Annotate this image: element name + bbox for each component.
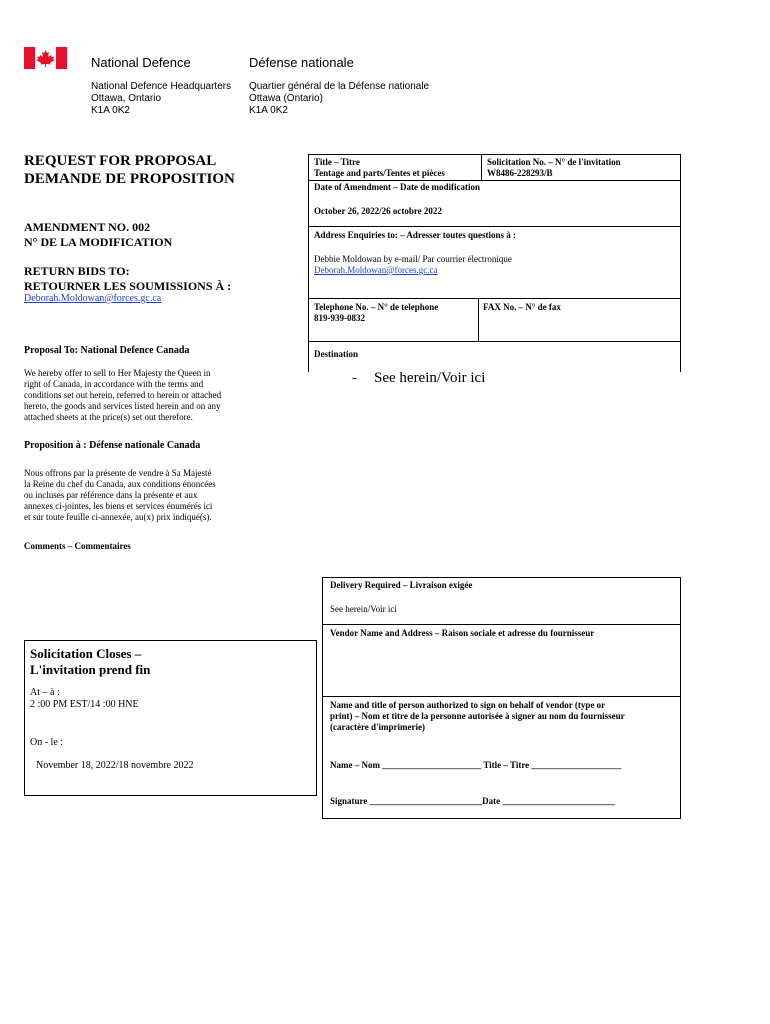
- canada-flag-icon: [24, 47, 67, 69]
- enquiries-email-link[interactable]: Deborah.Moldowan@forces.gc.ca: [314, 265, 438, 275]
- delivery-label: Delivery Required – Livraison exigée: [330, 580, 473, 590]
- address-fr: Quartier général de la Défense nationale Ottawa (Ontario) K1A 0K2: [249, 81, 430, 116]
- return-email-link[interactable]: Deborah.Moldowan@forces.gc.ca: [24, 293, 162, 304]
- signature-date-line[interactable]: Signature _________________________Date _________________________: [330, 796, 615, 806]
- amend-date-value: October 26, 2022/26 octobre 2022: [314, 206, 442, 216]
- address-en: National Defence Headquarters Ottawa, Ontario K1A 0K2: [91, 81, 232, 116]
- enquiries-label: Address Enquiries to: – Adresser toutes questions à :: [314, 230, 517, 240]
- vendor-label: Vendor Name and Address – Raison sociale et adresse du fournisseur: [330, 628, 595, 638]
- destination-label: Destination: [314, 349, 359, 359]
- closes-on-value: November 18, 2022/18 novembre 2022: [36, 760, 194, 771]
- dept-fr: Défense nationale: [249, 55, 354, 70]
- amend-date-label: Date of Amendment – Date de modification: [314, 182, 480, 192]
- title-block: REQUEST FOR PROPOSAL DEMANDE DE PROPOSITION: [24, 153, 235, 187]
- title-field: Title – Titre Tentage and parts/Tentes et pièces: [314, 157, 445, 178]
- offer-en: We hereby offer to sell to Her Majesty the Queen in right of Canada, in accordance with the terms and conditions set out herein, referred to herein or attached hereto, the goods and services listed herein and on any attached sheets at the price(s) set out therefore.: [24, 368, 222, 422]
- amendment-block: AMENDMENT NO. 002 N° DE LA MODIFICATION: [24, 220, 173, 249]
- destination-value: See herein/Voir ici: [374, 370, 486, 386]
- enquiries-name: Debbie Moldowan by e-mail/ Par courrier électronique: [314, 254, 512, 264]
- fax-field: FAX No. – N° de fax: [483, 302, 561, 312]
- closes-at: At – à : 2 :00 PM EST/14 :00 HNE: [30, 687, 139, 710]
- return-bids-block: RETURN BIDS TO: RETOURNER LES SOUMISSIONS À :: [24, 264, 232, 293]
- offer-fr: Nous offrons par la présente de vendre à Sa Majesté la Reine du chef du Canada, aux conditions énoncées ou incluses par référence dans la présente et aux annexes ci-jointes, les biens et services énumérés ici et sur toute feuille ci-annexée, au(x) prix indiqué(s).: [24, 468, 216, 522]
- dept-en: National Defence: [91, 55, 191, 70]
- phone-field: Telephone No. – N° de telephone 819-939-0832: [314, 302, 439, 323]
- destination-dash: -: [352, 370, 357, 386]
- solicitation-field: Solicitation No. – N° de l'invitation W8486-228293/B: [487, 157, 621, 178]
- closes-title: Solicitation Closes – L'invitation prend fin: [30, 646, 151, 677]
- proposal-to-fr: Proposition à : Défense nationale Canada: [24, 440, 201, 451]
- comments-label: Comments – Commentaires: [24, 541, 131, 551]
- proposal-to-en: Proposal To: National Defence Canada: [24, 345, 190, 356]
- delivery-value: See herein/Voir ici: [330, 604, 397, 614]
- name-title-line[interactable]: Name – Nom ______________________ Title – Titre ____________________: [330, 760, 622, 770]
- authorized-label: Name and title of person authorized to sign on behalf of vendor (type or print) – Nom et titre de la personne autorisée à signer au nom du fournisseur (caractère d'imprimerie): [330, 700, 625, 732]
- closes-on-label: On - le :: [30, 737, 64, 748]
